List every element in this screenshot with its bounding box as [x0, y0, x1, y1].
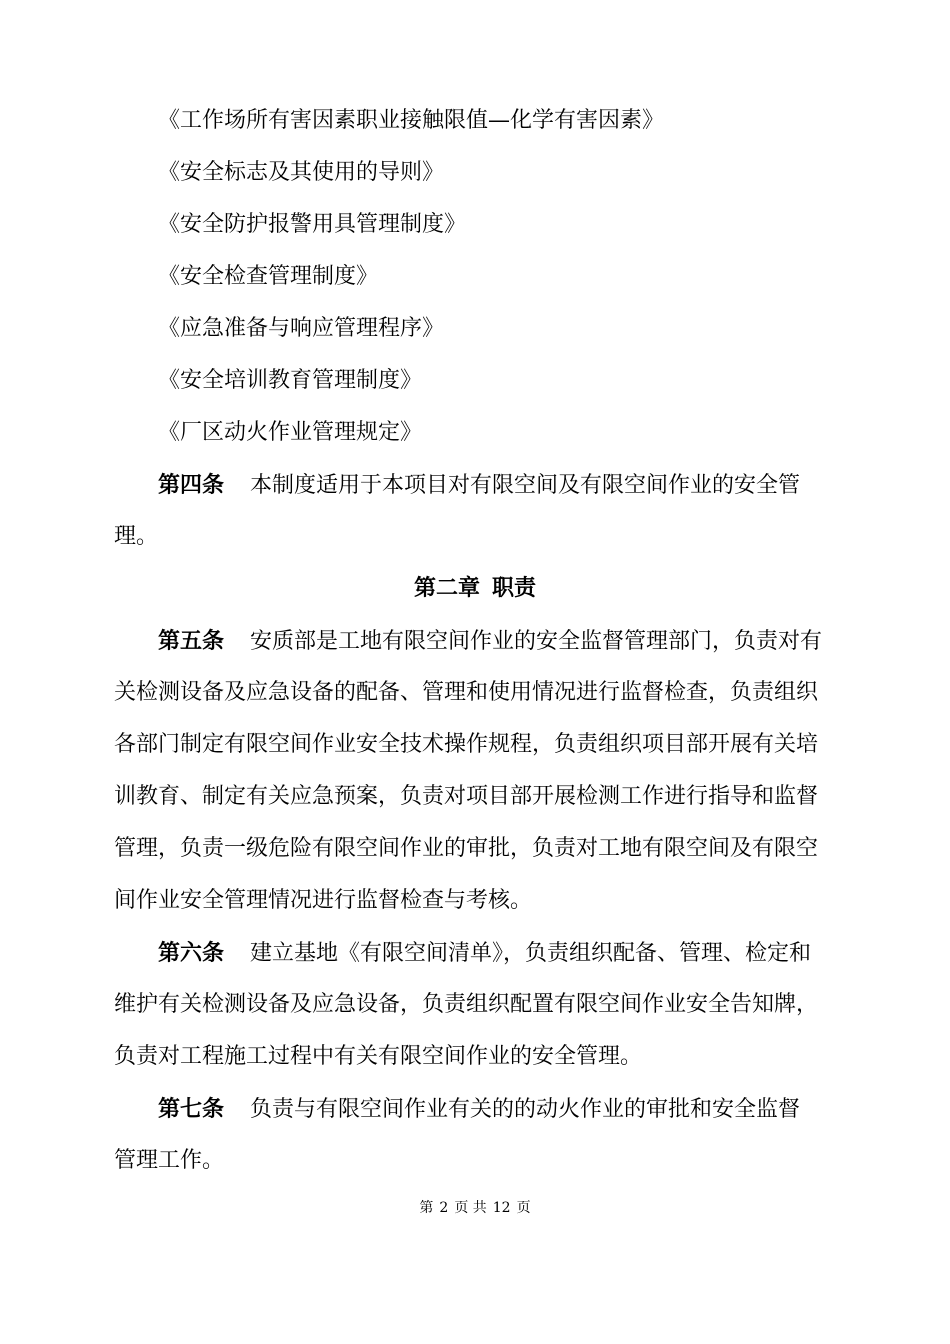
reference-item: 《安全培训教育管理制度》: [158, 368, 423, 393]
article-6-line: [158, 938, 811, 969]
footer-prefix: 第: [419, 1200, 434, 1216]
article-5-line: 管理，负责一级危险有限空间作业的审批，负责对工地有限空间及有限空: [114, 836, 819, 861]
article-4-text: 本制度适用于本项目对有限空间及有限空间作业的安全管: [250, 473, 801, 498]
chapter-heading: [0, 573, 950, 603]
article-5-line: 间作业安全管理情况进行监督检查与考核。: [114, 888, 533, 913]
chapter-title: 职责: [492, 575, 537, 601]
article-4-label: 第四条: [158, 472, 225, 498]
article-7-label: 第七条: [158, 1096, 225, 1122]
article-4-line: 理。: [114, 524, 159, 549]
article-6-label: 第六条: [158, 940, 225, 966]
article-5-line: [158, 626, 822, 657]
chapter-number: 第二章: [413, 575, 480, 601]
article-6-line: 维护有关检测设备及应急设备，负责组织配置有限空间作业安全告知牌，: [114, 992, 819, 1017]
footer-middle: 页 共: [454, 1200, 487, 1216]
article-7-line: 管理工作。: [114, 1148, 225, 1173]
article-5-label: 第五条: [158, 628, 225, 654]
article-5-line: 关检测设备及应急设备的配备、管理和使用情况进行监督检查，负责组织: [114, 680, 819, 705]
reference-item: 《应急准备与响应管理程序》: [158, 316, 445, 341]
article-5-text: 安质部是工地有限空间作业的安全监督管理部门，负责对有: [250, 629, 823, 654]
reference-item: 《安全防护报警用具管理制度》: [158, 212, 467, 237]
article-7-line: [158, 1094, 800, 1125]
total-pages: 12: [492, 1200, 511, 1216]
article-6-line: 负责对工程施工过程中有关有限空间作业的安全管理。: [114, 1044, 643, 1069]
page-number: 2: [439, 1200, 449, 1216]
article-7-text: 负责与有限空间作业有关的的动火作业的审批和安全监督: [250, 1097, 801, 1122]
article-5-line: 各部门制定有限空间作业安全技术操作规程，负责组织项目部开展有关培: [114, 732, 819, 757]
footer-suffix: 页: [516, 1200, 531, 1216]
article-5-line: 训教育、制定有关应急预案，负责对项目部开展检测工作进行指导和监督: [114, 784, 819, 809]
reference-item: 《厂区动火作业管理规定》: [158, 420, 423, 445]
reference-item: 《安全标志及其使用的导则》: [158, 160, 445, 185]
article-4-line: [158, 470, 800, 501]
reference-item: 《工作场所有害因素职业接触限值—化学有害因素》: [158, 108, 665, 133]
page-footer: [0, 1198, 950, 1218]
article-6-text: 建立基地《有限空间清单》，负责组织配备、管理、检定和: [250, 941, 812, 966]
reference-item: 《安全检查管理制度》: [158, 264, 379, 289]
